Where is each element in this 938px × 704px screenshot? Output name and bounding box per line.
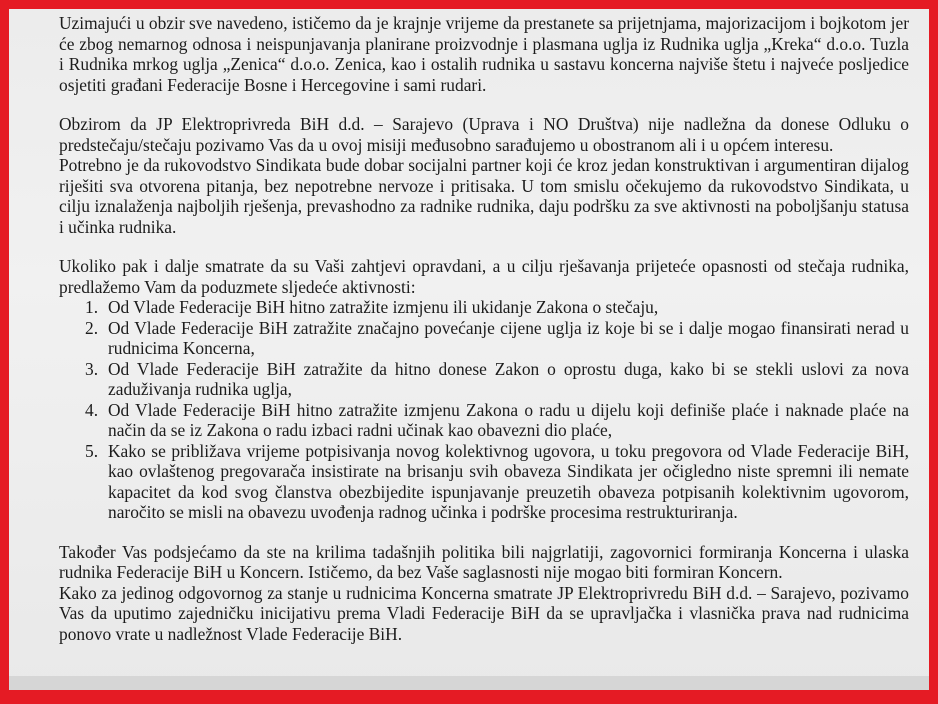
page-bottom-edge <box>9 676 929 690</box>
action-text: Kako se približava vrijeme potpisivanja novog kolektivnog ugovora, u toku pregovora od Vlade Federacije BiH, kao ovlaštenog pregovarača insistirate na brisanju svih obaveza Sindikata jer očigledno niste spremni ili nemate kapacitet da kod svog članstva obezbijedite ispunjavanje preuzetih obaveza potpisanih kolektivnim ugovorom, naročito se misli na obavezu uvođenja radnog učinka i podrške procesima restrukturiranja. <box>108 440 909 522</box>
action-text: Od Vlade Federacije BiH zatražite značajno povećanje cijene uglja iz koje bi se i dalje mogao finansirati nerad u rudnicima Koncerna, <box>108 317 909 358</box>
paragraph-2-sentence-2: Potrebno je da rukovodstvo Sindikata bude dobar socijalni partner koji će kroz jedan konstruktivan i argumentiran dijalog riješiti sva otvorena pitanja, bez nepotrebne nervoze i pritisaka. U tom smislu očekujemo da rukovodstvo Sindikata, u cilju iznalaženja najboljih rješenja, prevashodno za radnike rudnika, daju podršku za sve aktivnosti na poboljšanju statusa i učinka rudnika. <box>59 155 909 237</box>
action-number: 4. <box>85 399 99 420</box>
action-number: 5. <box>85 440 99 461</box>
action-text: Od Vlade Federacije BiH zatražite da hitno donese Zakon o oprostu duga, kako bi se stekli uslovi za nova zaduživanja rudnika uglja, <box>108 358 909 399</box>
paragraph-4-sentence-1: Također Vas podsjećamo da ste na krilima tadašnjih politika bili najgrlatiji, zagovornici formiranja Koncerna i ulaska rudnika Federacije BiH u Koncern. Ističemo, da bez Vaše saglasnosti nije mogao biti formiran Koncern. <box>59 541 909 582</box>
paragraph-3-intro: Ukoliko pak i dalje smatrate da su Vaši zahtjevi opravdani, a u cilju rješavanja prijeteće opasnosti od stečaja rudnika, predlažemo Vam da poduzmete sljedeće aktivnosti: <box>59 256 909 297</box>
action-item-5 <box>59 441 909 523</box>
action-item-2 <box>59 318 909 359</box>
action-item-1 <box>59 297 909 318</box>
actions-list <box>59 297 909 523</box>
paragraph-4-sentence-2: Kako za jedinog odgovornog za stanje u rudnicima Koncerna smatrate JP Elektroprivredu BiH d.d. – Sarajevo, pozivamo Vas da uputimo zajedničku inicijativu prema Vladi Federacije BiH da se upravljačka i vlasnička prava nad rudnicima ponovo vrate u nadležnost Vlade Federacije BiH. <box>59 582 909 644</box>
action-text: Od Vlade Federacije BiH hitno zatražite izmjenu Zakona o radu u dijelu koji definiše plaće i naknade plaće na način da se iz Zakona o radu izbaci radni učinak kao obavezni dio plaće, <box>108 399 909 440</box>
action-number: 3. <box>85 358 99 379</box>
paragraph-2-sentence-1: Obzirom da JP Elektroprivreda BiH d.d. – Sarajevo (Uprava i NO Društva) nije nadležna da donese Odluku o predstečaju/stečaju pozivamo Vas da u ovoj misiji međusobno sarađujemo u obostranom ali i u općem interesu. <box>59 114 909 155</box>
action-text: Od Vlade Federacije BiH hitno zatražite izmjenu ili ukidanje Zakona o stečaju, <box>108 297 659 317</box>
paragraph-2 <box>59 114 909 237</box>
action-item-3 <box>59 359 909 400</box>
action-number: 1. <box>85 297 99 317</box>
paragraph-1 <box>59 13 909 95</box>
paragraph-1-text: Uzimajući u obzir sve navedeno, ističemo da je krajnje vrijeme da prestanete sa prijetnjama, majorizacijom i bojkotom jer će zbog nemarnog odnosa i neispunjavanja planirane proizvodnje i plasmana uglja iz Rudnika uglja „Kreka“ d.o.o. Tuzla i Rudnika mrkog uglja „Zenica“ d.o.o. Zenica, kao i ostalih rudnika u sastavu koncerna najviše štetu i najveće posljedice osjetiti građani Federacije Bosne i Hercegovine i sami rudari. <box>59 13 909 95</box>
paragraph-4 <box>59 542 909 645</box>
action-number: 2. <box>85 317 99 338</box>
action-item-4 <box>59 400 909 441</box>
document-page <box>59 13 909 663</box>
